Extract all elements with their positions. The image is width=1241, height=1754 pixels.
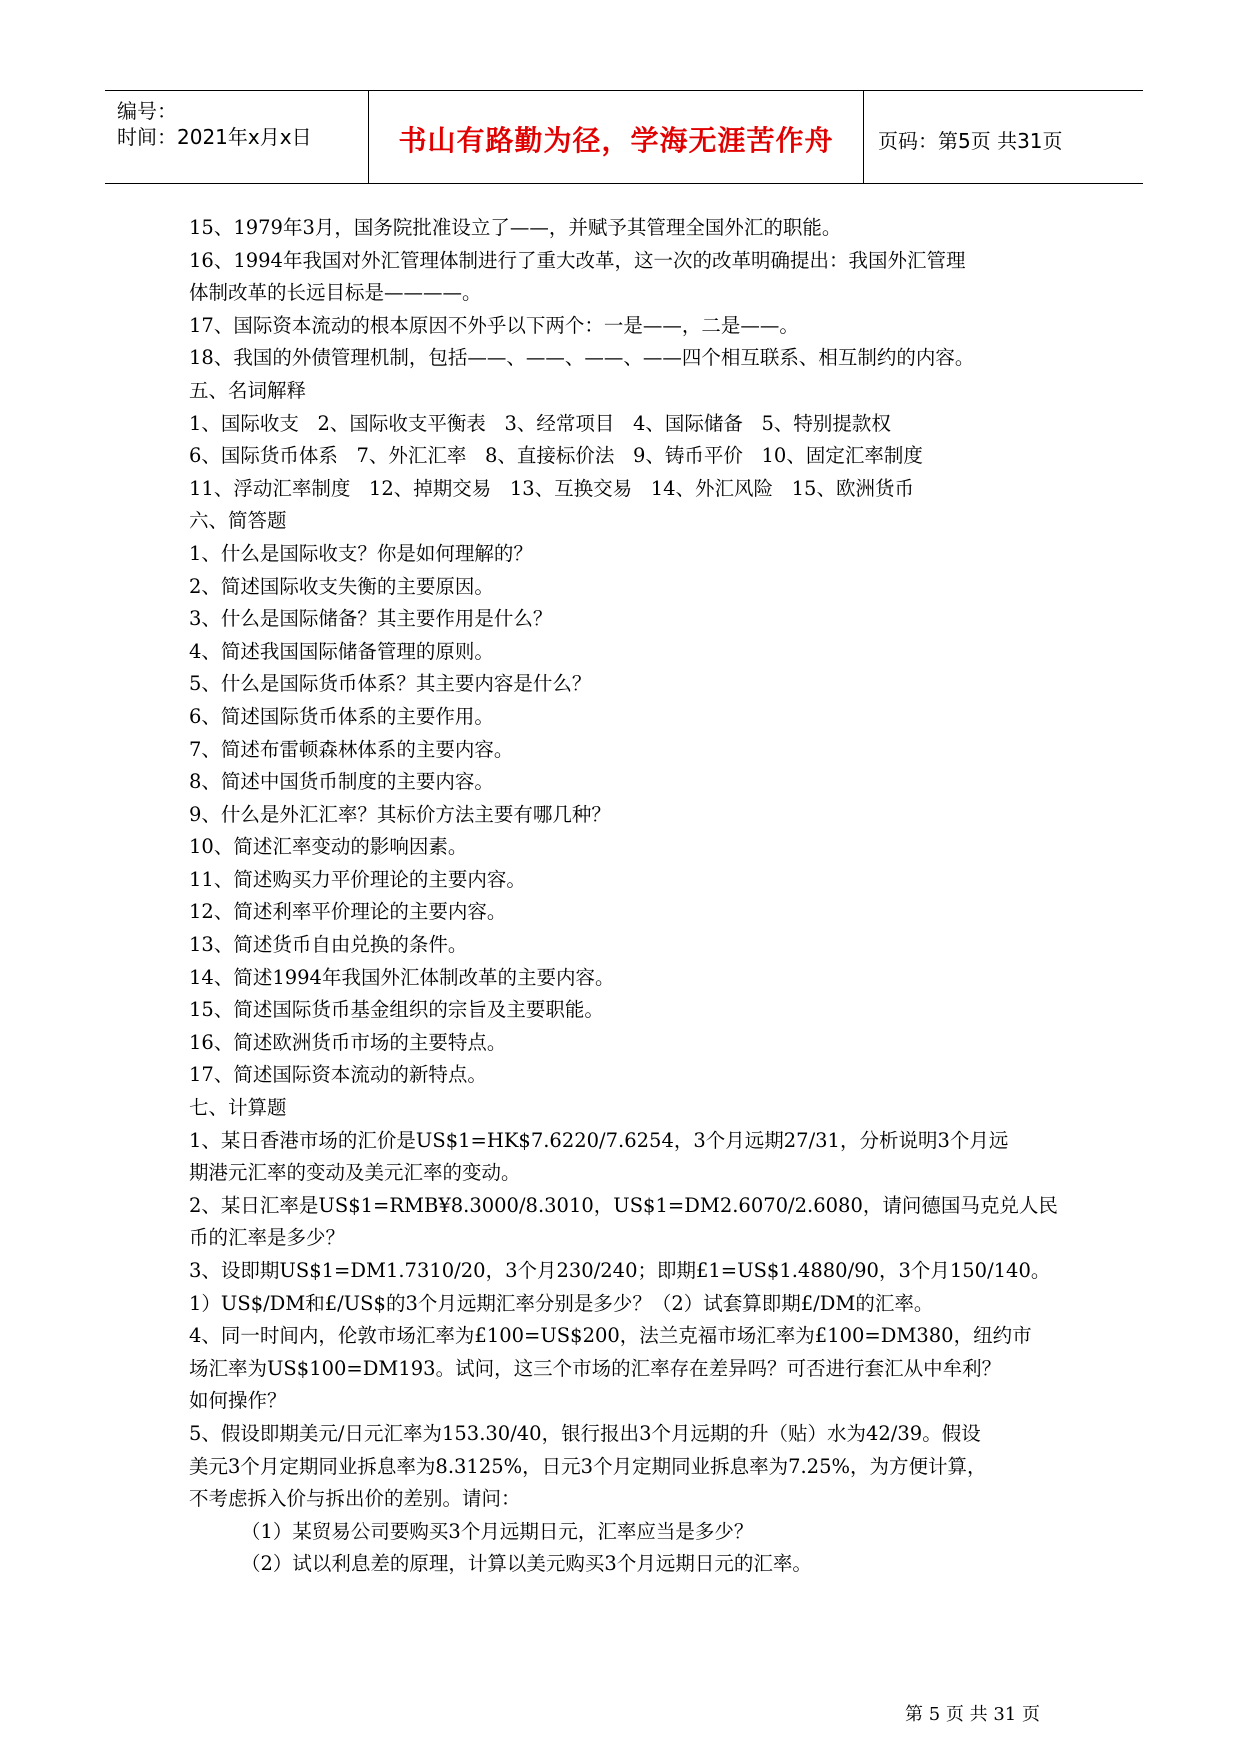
body-line: 4、同一时间内，伦敦市场汇率为£100=US$200，法兰克福市场汇率为£100=DM380，纽约市 xyxy=(189,1324,1032,1348)
body-line: 17、简述国际资本流动的新特点。 xyxy=(189,1063,487,1087)
body-line: 1、某日香港市场的汇价是US$1=HK$7.6220/7.6254，3个月远期27/31，分析说明3个月远 xyxy=(189,1128,1009,1152)
body-line: 5、什么是国际货币体系？其主要内容是什么？ xyxy=(189,672,592,696)
body-line: 11、简述购买力平价理论的主要内容。 xyxy=(189,867,526,891)
body-line: 14、简述1994年我国外汇体制改革的主要内容。 xyxy=(189,965,615,989)
header-middle-cell xyxy=(369,91,864,183)
body-line: 17、国际资本流动的根本原因不外乎以下两个：一是——，二是——。 xyxy=(189,313,799,337)
body-line: 6、国际货币体系 7、外汇汇率 8、直接标价法 9、铸币平价 10、固定汇率制度 xyxy=(189,444,923,468)
header-page-info: 页码：第5页 共31页 xyxy=(878,129,1063,153)
section-heading: 五、名词解释 xyxy=(189,378,307,402)
time-label: 时间：2021年x月x日 xyxy=(117,125,312,149)
body-line: 期港元汇率的变动及美元汇率的变动。 xyxy=(189,1161,521,1185)
body-line: 5、假设即期美元/日元汇率为153.30/40，银行报出3个月远期的升（贴）水为42/39。假设 xyxy=(189,1421,981,1445)
body-line: 9、什么是外汇汇率？其标价方法主要有哪几种？ xyxy=(189,802,611,826)
body-line: 1、国际收支 2、国际收支平衡表 3、经常项目 4、国际储备 5、特别提款权 xyxy=(189,411,891,435)
body-line: 4、简述我国国际储备管理的原则。 xyxy=(189,639,494,663)
body-line: 16、1994年我国对外汇管理体制进行了重大改革，这一次的改革明确提出：我国外汇管理 xyxy=(189,248,966,272)
page-header xyxy=(105,90,1143,184)
body-line: （1）某贸易公司要购买3个月远期日元，汇率应当是多少？ xyxy=(241,1519,754,1543)
body-line: （2）试以利息差的原理，计算以美元购买3个月远期日元的汇率。 xyxy=(241,1552,812,1576)
document-body xyxy=(189,212,1069,1581)
body-line: 2、简述国际收支失衡的主要原因。 xyxy=(189,574,494,598)
body-line: 16、简述欧洲货币市场的主要特点。 xyxy=(189,1030,507,1054)
body-line: 13、简述货币自由兑换的条件。 xyxy=(189,933,468,957)
body-line: 3、设即期US$1=DM1.7310/20，3个月230/240；即期£1=US$1.4880/90，3个月150/140。 xyxy=(189,1259,1051,1282)
body-line: 18、我国的外债管理机制，包括——、——、——、——四个相互联系、相互制约的内容。 xyxy=(189,346,975,370)
body-line: 3、什么是国际储备？其主要作用是什么？ xyxy=(189,607,553,631)
body-line: 1、什么是国际收支？你是如何理解的？ xyxy=(189,541,533,565)
header-left-cell xyxy=(105,91,369,183)
body-line: 币的汇率是多少？ xyxy=(189,1226,346,1250)
body-line: 2、某日汇率是US$1=RMB¥8.3000/8.3010，US$1=DM2.6070/2.6080，请问德国马克兑人民 xyxy=(189,1193,1058,1217)
body-line: 场汇率为US$100=DM193。试问，这三个市场的汇率存在差异吗？可否进行套汇从中牟利？ xyxy=(189,1356,1002,1380)
header-motto: 书山有路勤为径，学海无涯苦作舟 xyxy=(398,124,834,157)
body-line: 15、1979年3月，国务院批准设立了——，并赋予其管理全国外汇的职能。 xyxy=(189,216,842,239)
number-label: 编号： xyxy=(117,99,177,123)
body-line: 12、简述利率平价理论的主要内容。 xyxy=(189,900,507,924)
body-line: 15、简述国际货币基金组织的宗旨及主要职能。 xyxy=(189,998,604,1022)
body-line: 10、简述汇率变动的影响因素。 xyxy=(189,835,468,859)
body-line: 不考虑拆入价与拆出价的差别。请问： xyxy=(189,1487,521,1511)
section-heading: 七、计算题 xyxy=(189,1096,287,1120)
body-line: 7、简述布雷顿森林体系的主要内容。 xyxy=(189,737,514,761)
body-line: 6、简述国际货币体系的主要作用。 xyxy=(189,704,494,728)
body-line: 如何操作？ xyxy=(189,1389,287,1413)
body-line: 1）US$/DM和£/US$的3个月远期汇率分别是多少？（2）试套算即期£/DM的汇率。 xyxy=(189,1291,934,1315)
page-footer: 第 5 页 共 31 页 xyxy=(905,1704,1040,1725)
section-heading: 六、简答题 xyxy=(189,509,287,533)
body-line: 8、简述中国货币制度的主要内容。 xyxy=(189,770,494,794)
body-line: 11、浮动汇率制度 12、掉期交易 13、互换交易 14、外汇风险 15、欧洲货币 xyxy=(189,476,914,500)
body-line: 美元3个月定期同业拆息率为8.3125%，日元3个月定期同业拆息率为7.25%，为方便计算， xyxy=(189,1454,987,1478)
body-line: 体制改革的长远目标是————。 xyxy=(189,281,482,305)
header-right-cell xyxy=(864,91,1143,183)
